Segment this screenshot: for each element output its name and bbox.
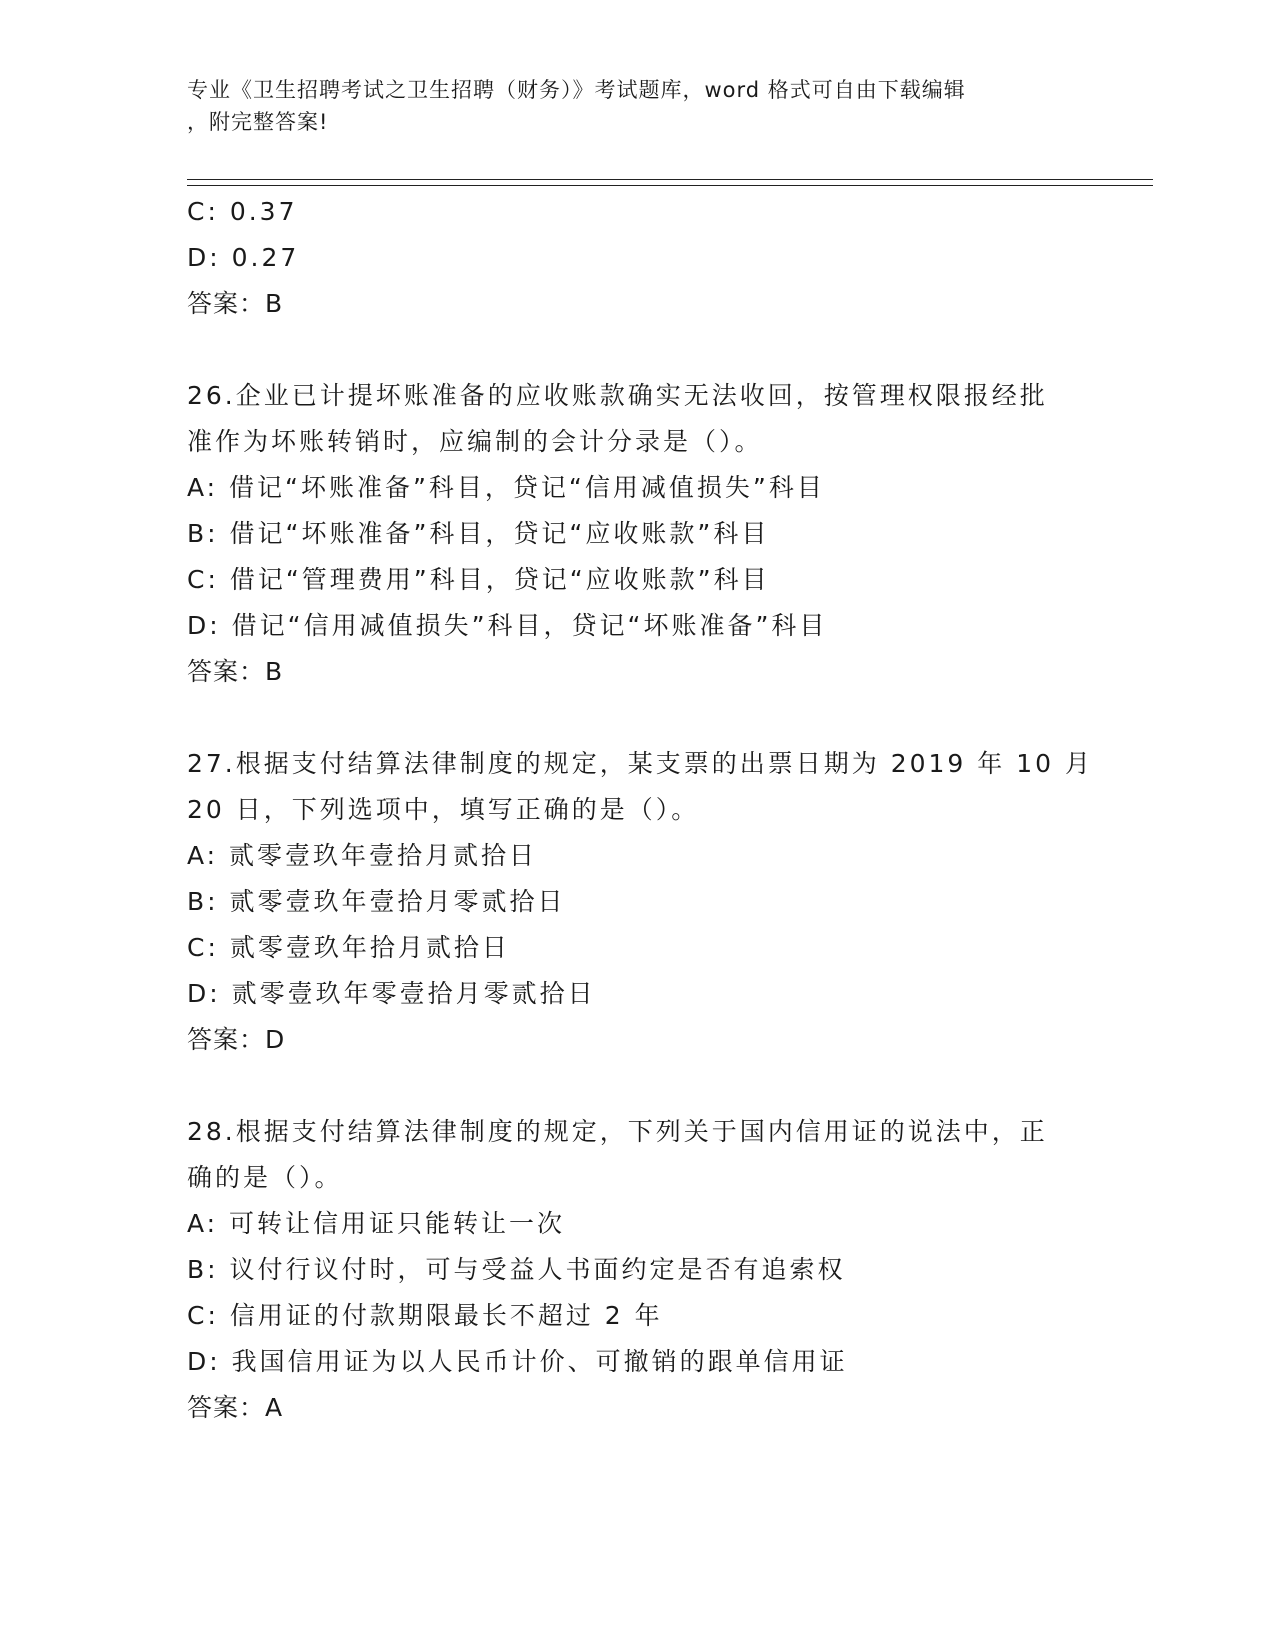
spacer	[187, 1063, 1087, 1109]
question-stem: 确的是（）。	[187, 1163, 343, 1192]
question-stem: 28.根据支付结算法律制度的规定，下列关于国内信用证的说法中，正	[187, 1117, 1048, 1146]
option-c: C: 0.37	[187, 197, 298, 226]
option-b: B: 议付行议付时，可与受益人书面约定是否有追索权	[187, 1255, 846, 1284]
option-a: A: 贰零壹玖年壹拾月贰拾日	[187, 841, 538, 870]
option-d: D: 借记“信用减值损失”科目，贷记“坏账准备”科目	[187, 611, 828, 640]
question-26	[187, 373, 1087, 695]
header-line-2: ，附完整答案!	[187, 110, 329, 134]
option-d: D: 我国信用证为以人民币计价、可撤销的跟单信用证	[187, 1347, 848, 1376]
question-27	[187, 741, 1093, 1063]
spacer	[187, 327, 1087, 373]
option-d: D: 0.27	[187, 243, 300, 272]
option-d: D: 贰零壹玖年零壹拾月零贰拾日	[187, 979, 596, 1008]
answer-line: 答案：B	[187, 289, 284, 318]
option-b: B: 贰零壹玖年壹拾月零贰拾日	[187, 887, 566, 916]
answer-line: 答案：D	[187, 1025, 286, 1054]
header-divider	[187, 179, 1153, 186]
option-c: C: 贰零壹玖年拾月贰拾日	[187, 933, 510, 962]
question-stem: 20 日，下列选项中，填写正确的是（）。	[187, 795, 700, 824]
question-stem: 准作为坏账转销时，应编制的会计分录是（）。	[187, 427, 763, 456]
question-stem: 27.根据支付结算法律制度的规定，某支票的出票日期为 2019 年 10 月	[187, 749, 1093, 778]
document-body	[187, 189, 1093, 1431]
document-header	[187, 74, 1067, 138]
option-c: C: 借记“管理费用”科目，贷记“应收账款”科目	[187, 565, 770, 594]
option-b: B: 借记“坏账准备”科目，贷记“应收账款”科目	[187, 519, 770, 548]
answer-line: 答案：A	[187, 1393, 284, 1422]
answer-line: 答案：B	[187, 657, 284, 686]
question-28	[187, 1109, 1087, 1431]
option-a: A: 借记“坏账准备”科目，贷记“信用减值损失”科目	[187, 473, 825, 502]
question-stem: 26.企业已计提坏账准备的应收账款确实无法收回，按管理权限报经批	[187, 381, 1048, 410]
header-line-1: 专业《卫生招聘考试之卫生招聘（财务）》考试题库，word 格式可自由下载编辑	[187, 78, 966, 102]
carryover-question	[187, 189, 1087, 327]
spacer	[187, 695, 1087, 741]
option-c: C: 信用证的付款期限最长不超过 2 年	[187, 1301, 663, 1330]
option-a: A: 可转让信用证只能转让一次	[187, 1209, 566, 1238]
